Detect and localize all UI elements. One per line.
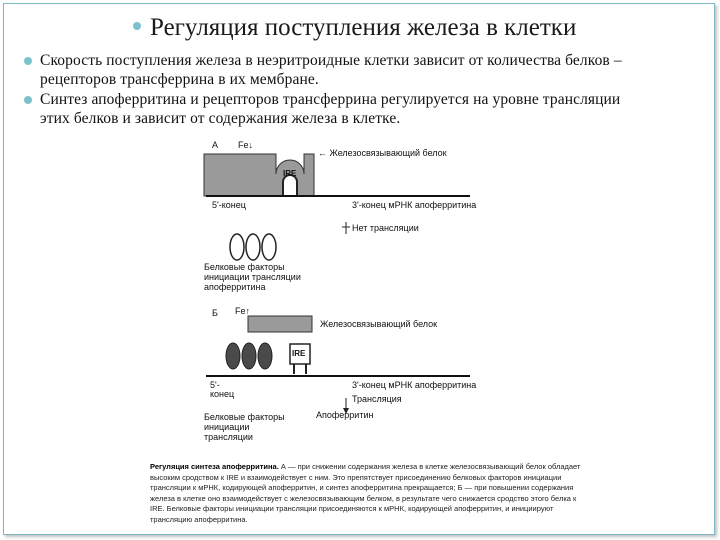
initiation-factor-a-3 bbox=[262, 234, 276, 260]
panel-a-factors-2: инициации трансляции bbox=[204, 272, 301, 282]
initiation-factor-b-2 bbox=[242, 343, 256, 369]
panel-b-apoferritin: Апоферритин bbox=[316, 410, 374, 420]
panel-a-three-end: 3'-конец мРНК апоферритина bbox=[352, 200, 477, 210]
bullet-2-line-1: Синтез апоферритина и рецепторов трансферрина регулируется на уровне трансляции bbox=[40, 91, 621, 108]
panel-a-fe: Fe↓ bbox=[238, 140, 254, 150]
bullet-1-line-1: Скорость поступления железа в неэритроидные клетки зависит от количества белков – bbox=[40, 52, 622, 69]
panel-b-ire-label: IRE bbox=[292, 349, 306, 358]
bullet-icon bbox=[24, 96, 32, 104]
bullet-text-1 bbox=[40, 51, 622, 89]
initiation-factor-a-1 bbox=[230, 234, 244, 260]
bullet-icon bbox=[24, 57, 32, 65]
bullet-2-line-2: этих белков и зависит от содержания железа в клетке. bbox=[40, 110, 401, 127]
panel-a-ire-label: IRE bbox=[283, 169, 297, 178]
ire-hairpin-b bbox=[294, 364, 306, 374]
bullet-text-2 bbox=[40, 90, 620, 128]
panel-a-protein-label: ← Железосвязывающий белок bbox=[318, 148, 447, 158]
initiation-factor-a-2 bbox=[246, 234, 260, 260]
slide-title: Регуляция поступления железа в клетки bbox=[150, 14, 577, 41]
ire-hairpin-a bbox=[283, 175, 297, 196]
panel-b-three-end: 3'-конец мРНК апоферритина bbox=[352, 380, 477, 390]
caption-heading: Регуляция синтеза апоферритина. bbox=[150, 462, 279, 471]
panel-a-no-translation: Нет трансляции bbox=[352, 223, 419, 233]
figure-caption bbox=[150, 462, 590, 525]
initiation-factor-b-3 bbox=[258, 343, 272, 369]
panel-a-letter: А bbox=[212, 140, 219, 150]
panel-b-factors-3: трансляции bbox=[204, 432, 253, 442]
panel-a-five-end: 5'-конец bbox=[212, 200, 246, 210]
panel-b-letter: Б bbox=[212, 308, 218, 318]
panel-b-translation: Трансляция bbox=[352, 394, 402, 404]
panel-b-five-end-2: конец bbox=[210, 389, 235, 399]
initiation-factor-b-1 bbox=[226, 343, 240, 369]
panel-b-protein-label: Железосвязывающий белок bbox=[320, 319, 438, 329]
title-bullet-icon bbox=[133, 22, 141, 30]
panel-b-fe: Fe↑ bbox=[235, 306, 251, 316]
caption-text: А — при снижении содержания железа в клетке железосвязывающий белок обладает высоким сродством к IRE и взаимодействует с ним. Это препятствует присоединению белковых факторов инициации трансляции к мРНК, кодирующей апоферритин, и синтез апоферритина прекращается; Б — при повышении содержания железа в клетке оно взаимодействует с железосвязывающим белком, в результате чего снижается сродство этого белка к IRE. Белковые факторы инициации трансляции присоединяются к мРНК, кодирующей апоферритин, и инициируют трансляцию апоферритина. bbox=[150, 462, 581, 524]
panel-a-factors-3: апоферритина bbox=[204, 282, 266, 292]
panel-b-factors-2: инициации bbox=[204, 422, 250, 432]
panel-b-five-end-1: 5'- bbox=[210, 380, 220, 390]
iron-binding-protein-b bbox=[248, 316, 312, 332]
panel-a-factors-1: Белковые факторы bbox=[204, 262, 285, 272]
bullet-1-line-2: рецепторов трансферрина в их мембране. bbox=[40, 71, 319, 88]
panel-b-factors-1: Белковые факторы bbox=[204, 412, 285, 422]
